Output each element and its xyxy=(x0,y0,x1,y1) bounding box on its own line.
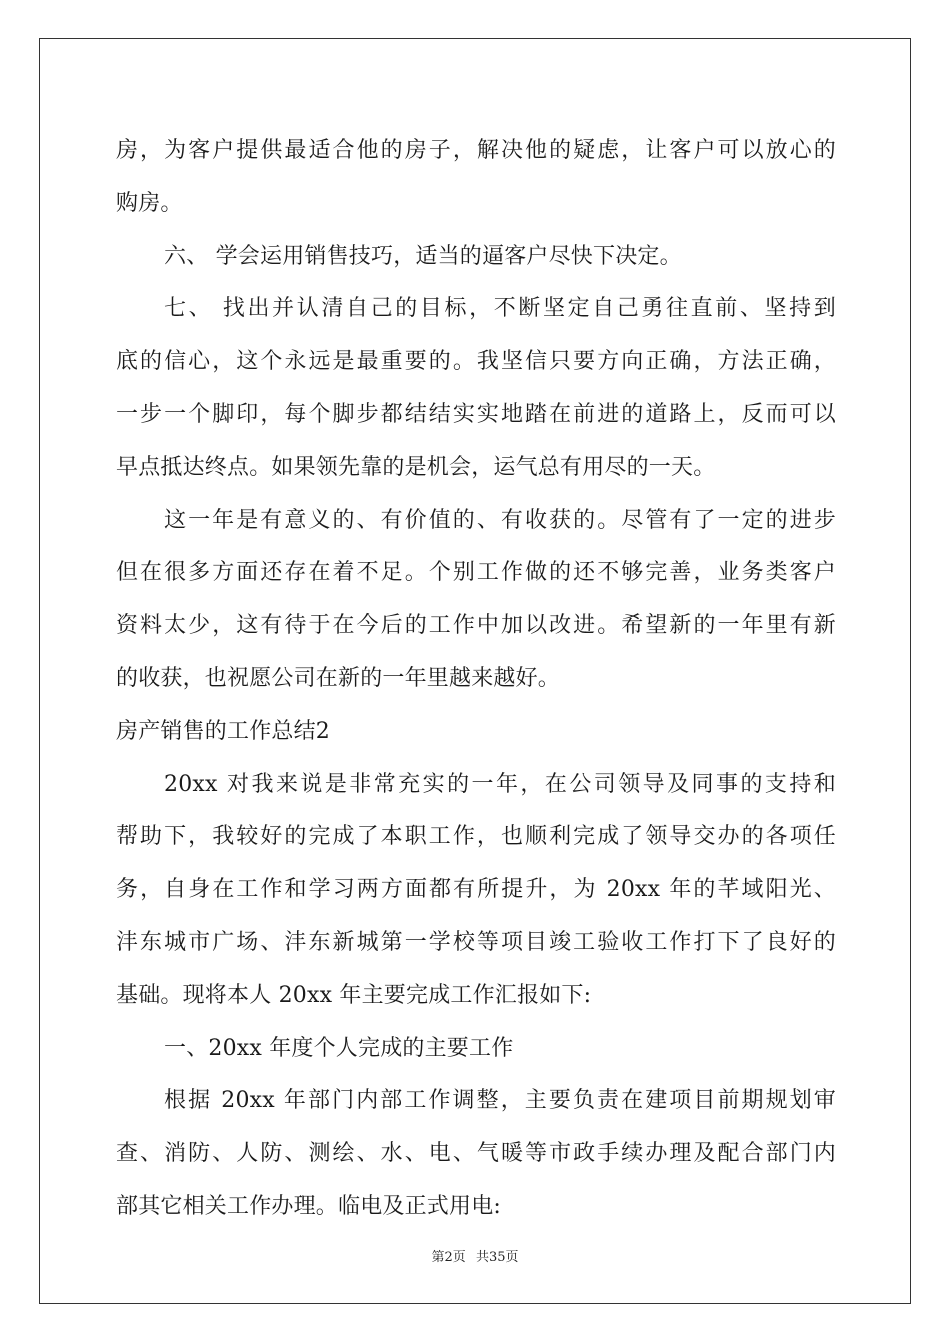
paragraph-line: 但在很多方面还存在着不足。个别工作做的还不够完善，业务类客户 xyxy=(116,560,836,586)
paragraph-line: 20xx 对我来说是非常充实的一年，在公司领导及同事的支持和 xyxy=(164,771,836,797)
paragraph-line: 帮助下，我较好的完成了本职工作，也顺利完成了领导交办的各项任 xyxy=(116,824,836,850)
paragraph-line: 早点抵达终点。如果领先靠的是机会，运气总有用尽的一天。 xyxy=(116,454,716,480)
paragraph-line: 基础。现将本人 20xx 年主要完成工作汇报如下: xyxy=(116,982,592,1008)
paragraph-line: 的收获，也祝愿公司在新的一年里越来越好。 xyxy=(116,665,561,691)
paragraph-line: 购房。 xyxy=(116,190,183,216)
paragraph-line: 沣东城市广场、沣东新城第一学校等项目竣工验收工作打下了良好的 xyxy=(116,929,836,955)
paragraph-line: 底的信心，这个永远是最重要的。我坚信只要方向正确，方法正确， xyxy=(116,349,836,375)
paragraph-line: 一步一个脚印，每个脚步都结结实实地踏在前进的道路上，反而可以 xyxy=(116,401,836,427)
paragraph-line: 资料太少，这有待于在今后的工作中加以改进。希望新的一年里有新 xyxy=(116,613,836,639)
paragraph-line: 查、消防、人防、测绘、水、电、气暖等市政手续办理及配合部门内 xyxy=(116,1141,836,1167)
page-footer xyxy=(0,1246,950,1265)
paragraph-line: 根据 20xx 年部门内部工作调整，主要负责在建项目前期规划审 xyxy=(164,1088,836,1114)
list-item-seven: 七、 找出并认清自己的目标，不断坚定自己勇往直前、坚持到 xyxy=(164,296,836,322)
page-total: 共35页 xyxy=(475,1250,519,1265)
list-item-six: 六、 学会运用销售技巧，适当的逼客户尽快下决定。 xyxy=(164,243,682,269)
subsection-heading: 一、20xx 年度个人完成的主要工作 xyxy=(164,1035,514,1061)
paragraph-line: 部其它相关工作办理。临电及正式用电: xyxy=(116,1193,502,1219)
paragraph-line: 房，为客户提供最适合他的房子，解决他的疑虑，让客户可以放心的 xyxy=(116,138,836,163)
paragraph-line: 务，自身在工作和学习两方面都有所提升，为 20xx 年的芊域阳光、 xyxy=(116,877,836,903)
document-body xyxy=(116,125,836,1234)
paragraph-line: 这一年是有意义的、有价值的、有收获的。尽管有了一定的进步 xyxy=(164,507,836,533)
section-heading: 房产销售的工作总结2 xyxy=(116,718,330,744)
page-number: 第2页 xyxy=(431,1250,466,1265)
